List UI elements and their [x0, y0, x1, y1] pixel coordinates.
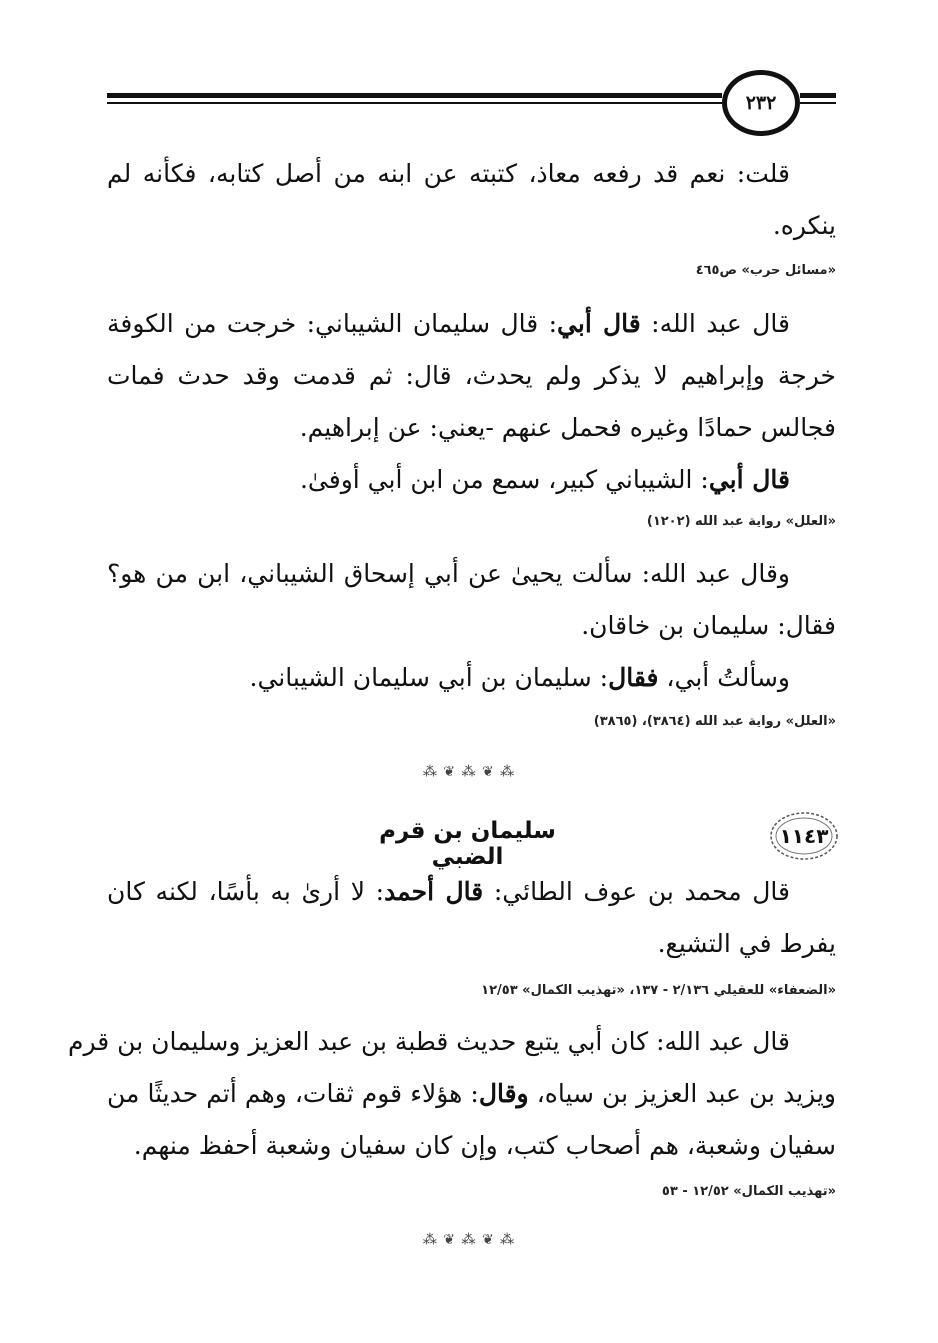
bold-run: فقال	[608, 663, 659, 692]
text-line: قال عبد الله: كان أبي يتبع حديث قطبة بن عبد العزيز وسليمان بن قرم	[68, 1027, 790, 1056]
text-run: وسألتُ أبي،	[658, 663, 790, 692]
source-citation: «الضعفاء» للعقيلي ٢/١٣٦ - ١٣٧، «تهذيب الكمال» ١٢/٥٣	[481, 983, 836, 998]
bold-run: وقال	[478, 1079, 529, 1108]
text-run: : هؤلاء قوم ثقات، وهم أتم حديثًا من	[107, 1079, 479, 1108]
text-line: فجالس حمادًا وغيره فحمل عنهم -يعني: عن إبراهيم.	[299, 413, 836, 442]
text-run: قال عبد الله:	[640, 309, 790, 338]
source-citation: «العلل» رواية عبد الله (٣٨٦٤)، (٣٨٦٥)	[593, 714, 836, 729]
section-ornament: ⁂ ❦ ⁂ ❦ ⁂	[422, 1232, 516, 1248]
paragraph-3	[107, 548, 836, 704]
text-line: ينكره.	[772, 211, 836, 240]
text-line	[107, 298, 836, 350]
header-rule-right-thick	[800, 93, 836, 98]
text-line: وقال عبد الله: سألت يحيىٰ عن أبي إسحاق الشيباني، ابن من هو؟	[107, 559, 790, 588]
page-header	[0, 60, 938, 150]
text-run: : سليمان بن أبي سليمان الشيباني.	[249, 663, 609, 692]
source-citation: «مسائل حرب» ص٤٦٥	[695, 263, 836, 278]
header-rule-right-thin	[800, 102, 836, 104]
text-line	[107, 866, 836, 918]
text-run: : الشيباني كبير، سمع من ابن أبي أوفىٰ.	[299, 465, 709, 494]
entry-title: سليمان بن قرم الضبي	[379, 818, 556, 870]
text-run: قال محمد بن عوف الطائي:	[483, 877, 790, 906]
paragraph-1	[107, 148, 836, 252]
text-line	[107, 454, 836, 506]
bold-run: قال أحمد	[384, 877, 484, 906]
text-run: : لا أرىٰ به بأسًا، لكنه كان	[107, 877, 385, 906]
bold-run: قال أبي	[708, 465, 790, 494]
paragraph-5	[68, 1016, 837, 1172]
source-citation: «العلل» رواية عبد الله (١٢٠٢)	[646, 514, 836, 529]
header-rule-thin	[107, 102, 722, 104]
text-line	[107, 652, 836, 704]
paragraph-4	[107, 866, 836, 970]
paragraph-2	[107, 298, 836, 506]
text-line	[107, 1068, 836, 1120]
header-rule-thick	[107, 93, 722, 98]
entry-number: ١١٤٣	[779, 824, 829, 848]
text-line: سفيان وشعبة، هم أصحاب كتب، وإن كان سفيان وشعبة أحفظ منهم.	[133, 1131, 836, 1160]
page-number: ٢٣٢	[722, 70, 800, 136]
text-line: فقال: سليمان بن خاقان.	[581, 611, 836, 640]
text-run: ويزيد بن عبد العزيز بن سياه،	[528, 1079, 837, 1108]
entry-number-badge	[768, 810, 840, 862]
source-citation: «تهذيب الكمال» ١٢/٥٢ - ٥٣	[661, 1184, 836, 1199]
bold-run: قال أبي	[557, 309, 641, 338]
text-line: يفرط في التشيع.	[657, 929, 836, 958]
text-run: : قال سليمان الشيباني: خرجت من الكوفة	[107, 309, 558, 338]
text-line: قلت: نعم قد رفعه معاذ، كتبته عن ابنه من أصل كتابه، فكأنه لم	[107, 159, 790, 188]
section-ornament: ⁂ ❦ ⁂ ❦ ⁂	[422, 764, 516, 780]
text-line: خرجة وإبراهيم لا يذكر ولم يحدث، قال: ثم قدمت وقد حدث فمات	[107, 361, 836, 390]
